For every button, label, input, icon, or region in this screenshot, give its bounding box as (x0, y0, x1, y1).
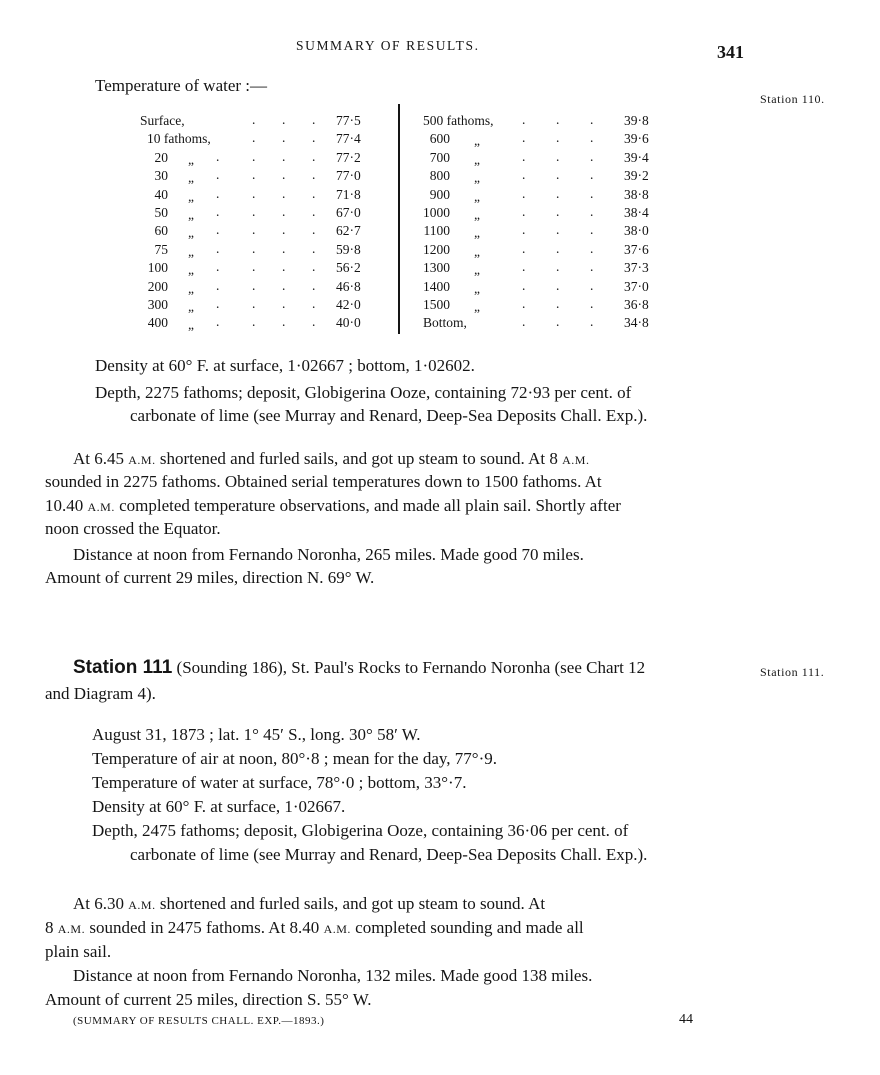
ditto-mark: „ (188, 262, 194, 278)
leader-dot: . (252, 314, 256, 330)
leader-dot: . (522, 204, 526, 219)
leader-dot: . (590, 148, 594, 164)
leader-dot: . (590, 314, 594, 330)
ditto-mark: „ (474, 170, 480, 186)
air-temperature-111: Temperature of air at noon, 80°·8 ; mean for the day, 77°·9. (92, 749, 497, 768)
leader-dot: . (590, 240, 594, 256)
leader-dot: . (522, 240, 526, 256)
leader-dot: . (522, 185, 526, 201)
ditto-mark: „ (188, 170, 194, 186)
temperature-value: 36·8 (624, 297, 649, 312)
temperature-value: 46·8 (336, 278, 361, 294)
depth-110-line1: Depth, 2275 fathoms; deposit, Globigerina Ooze, containing 72·93 per cent. of (95, 383, 632, 402)
leader-dot: . (282, 277, 286, 293)
temperature-row-depth: 600 (429, 131, 450, 147)
leader-dot: . (556, 204, 560, 219)
leader-dot: . (282, 240, 286, 256)
leader-dot: . (312, 222, 316, 238)
running-title: SUMMARY OF RESULTS. (296, 38, 480, 53)
temperature-value: 77·0 (336, 168, 361, 184)
leader-dot: . (216, 204, 220, 219)
page-number: 341 (717, 42, 744, 62)
temperature-row-depth: 1500 (423, 297, 450, 312)
temperature-row-depth: 500 fathoms, (423, 113, 494, 128)
temperature-row-depth: 100 (147, 260, 168, 276)
temperature-value: 38·4 (624, 205, 649, 220)
narrative-110-line1: At 6.45 A.M. shortened and furled sails, and got up steam to sound. At 8 A.M. (73, 449, 590, 468)
leader-dot: . (312, 112, 316, 127)
leader-dot: . (556, 130, 560, 146)
ditto-mark: „ (188, 188, 194, 204)
temperature-value: 77·2 (336, 149, 361, 165)
temperature-value: 38·0 (624, 223, 649, 239)
leader-dot: . (216, 167, 220, 183)
leader-dot: . (522, 130, 526, 146)
leader-dot: . (252, 222, 256, 238)
temperature-row-depth: 1300 (423, 260, 450, 276)
leader-dot: . (312, 204, 316, 219)
ditto-mark: „ (474, 225, 480, 241)
temperature-value: 77·4 (336, 131, 361, 147)
water-temperature-111: Temperature of water at surface, 78°·0 ; bottom, 33°·7. (92, 773, 467, 792)
ditto-mark: „ (188, 280, 194, 296)
temperature-row-depth: 1400 (423, 278, 450, 294)
leader-dot: . (556, 240, 560, 256)
temperature-row-depth: 40 (154, 186, 168, 202)
ditto-mark: „ (188, 225, 194, 241)
footer-note: (SUMMARY OF RESULTS CHALL. EXP.—1893.) (73, 1015, 325, 1027)
leader-dot: . (590, 185, 594, 201)
temperature-value: 37·6 (624, 241, 649, 257)
signature-mark: 44 (679, 1012, 693, 1027)
leader-dot: . (216, 314, 220, 330)
leader-dot: . (590, 204, 594, 219)
leader-dot: . (590, 296, 594, 311)
ditto-mark: „ (188, 243, 194, 259)
leader-dot: . (556, 112, 560, 127)
leader-dot: . (590, 130, 594, 146)
temperature-heading: Temperature of water :— (95, 76, 268, 95)
distance-110-line1: Distance at noon from Fernando Noronha, 265 miles. Made good 70 miles. (73, 545, 584, 564)
leader-dot: . (522, 222, 526, 238)
ditto-mark: „ (188, 207, 194, 222)
temperature-row-depth: 800 (429, 168, 450, 184)
temperature-value: 39·8 (624, 113, 649, 128)
ditto-mark: „ (474, 299, 480, 314)
depth-110-line2: carbonate of lime (see Murray and Renard, Deep-Sea Deposits Chall. Exp.). (130, 406, 648, 425)
leader-dot: . (556, 148, 560, 164)
ditto-mark: „ (188, 299, 194, 314)
leader-dot: . (522, 259, 526, 275)
ditto-mark: „ (474, 133, 480, 149)
leader-dot: . (282, 204, 286, 219)
leader-dot: . (216, 148, 220, 164)
leader-dot: . (590, 259, 594, 275)
leader-dot: . (282, 148, 286, 164)
ditto-mark: „ (474, 207, 480, 222)
temperature-value: 39·6 (624, 131, 649, 147)
station-111-heading: Station 111 (Sounding 186), St. Paul's Rocks to Fernando Noronha (see Chart 12 (73, 657, 646, 678)
temperature-value: 77·5 (336, 113, 361, 128)
leader-dot: . (522, 296, 526, 311)
leader-dot: . (216, 185, 220, 201)
leader-dot: . (312, 240, 316, 256)
temperature-value: 39·2 (624, 168, 649, 184)
leader-dot: . (282, 185, 286, 201)
temperature-row-depth: 1200 (423, 241, 450, 257)
temperature-value: 56·2 (336, 260, 361, 276)
leader-dot: . (590, 167, 594, 183)
leader-dot: . (312, 259, 316, 275)
leader-dot: . (282, 296, 286, 311)
table-divider (398, 104, 400, 334)
leader-dot: . (590, 222, 594, 238)
leader-dot: . (282, 314, 286, 330)
temperature-row-depth: 30 (154, 168, 168, 184)
narrative-110-line3: 10.40 A.M. completed temperature observations, and made all plain sail. Shortly after (45, 496, 621, 515)
leader-dot: . (216, 240, 220, 256)
leader-dot: . (556, 277, 560, 293)
leader-dot: . (312, 167, 316, 183)
leader-dot: . (312, 277, 316, 293)
leader-dot: . (252, 130, 256, 146)
narrative-111-line3: plain sail. (45, 942, 112, 961)
temperature-row-depth: 10 fathoms, (147, 131, 211, 147)
temperature-row-depth: Bottom, (423, 315, 467, 331)
ditto-mark: „ (188, 151, 194, 167)
leader-dot: . (556, 296, 560, 311)
leader-dot: . (282, 130, 286, 146)
temperature-value: 37·0 (624, 278, 649, 294)
density-111: Density at 60° F. at surface, 1·02667. (92, 797, 346, 816)
leader-dot: . (556, 167, 560, 183)
temperature-row-depth: 400 (147, 315, 168, 331)
leader-dot: . (216, 222, 220, 238)
narrative-111-line1: At 6.30 A.M. shortened and furled sails, and got up steam to sound. At (73, 894, 546, 913)
leader-dot: . (216, 296, 220, 311)
temperature-value: 62·7 (336, 223, 361, 239)
depth-111-line1: Depth, 2475 fathoms; deposit, Globigerina Ooze, containing 36·06 per cent. of (92, 821, 629, 840)
temperature-row-depth: 50 (154, 205, 168, 220)
temperature-row-depth: 60 (154, 223, 168, 239)
temperature-value: 37·3 (624, 260, 649, 276)
depth-111-line2: carbonate of lime (see Murray and Renard, Deep-Sea Deposits Chall. Exp.). (130, 845, 648, 864)
leader-dot: . (282, 167, 286, 183)
leader-dot: . (522, 167, 526, 183)
leader-dot: . (556, 222, 560, 238)
leader-dot: . (252, 148, 256, 164)
leader-dot: . (252, 112, 256, 127)
leader-dot: . (252, 185, 256, 201)
distance-110-line2: Amount of current 29 miles, direction N. 69° W. (45, 568, 375, 587)
distance-111-line1: Distance at noon from Fernando Noronha, 132 miles. Made good 138 miles. (73, 966, 593, 985)
temperature-row-depth: Surface, (140, 113, 185, 128)
temperature-row-depth: 700 (429, 149, 450, 165)
leader-dot: . (556, 185, 560, 201)
narrative-110-line2: sounded in 2275 fathoms. Obtained serial temperatures down to 1500 fathoms. At (45, 472, 602, 491)
leader-dot: . (252, 204, 256, 219)
ditto-mark: „ (474, 151, 480, 167)
leader-dot: . (590, 277, 594, 293)
leader-dot: . (252, 277, 256, 293)
density-110: Density at 60° F. at surface, 1·02667 ; bottom, 1·02602. (95, 356, 475, 375)
narrative-110-line4: noon crossed the Equator. (45, 519, 221, 538)
leader-dot: . (282, 259, 286, 275)
temperature-value: 59·8 (336, 241, 361, 257)
temperature-row-depth: 200 (147, 278, 168, 294)
leader-dot: . (216, 259, 220, 275)
temperature-value: 34·8 (624, 315, 649, 331)
leader-dot: . (556, 259, 560, 275)
temperature-value: 42·0 (336, 297, 361, 312)
temperature-row-depth: 75 (154, 241, 168, 257)
leader-dot: . (590, 112, 594, 127)
temperature-value: 71·8 (336, 186, 361, 202)
temperature-row-depth: 900 (429, 186, 450, 202)
date-position-111: August 31, 1873 ; lat. 1° 45′ S., long. 30° 58′ W. (92, 725, 421, 744)
temperature-row-depth: 1100 (423, 223, 450, 239)
leader-dot: . (312, 185, 316, 201)
temperature-value: 67·0 (336, 205, 361, 220)
ditto-mark: „ (474, 188, 480, 204)
ditto-mark: „ (474, 243, 480, 259)
temperature-value: 39·4 (624, 149, 649, 165)
leader-dot: . (522, 112, 526, 127)
leader-dot: . (282, 112, 286, 127)
leader-dot: . (522, 314, 526, 330)
temperature-row-depth: 20 (154, 149, 168, 165)
ditto-mark: „ (474, 262, 480, 278)
temperature-value: 40·0 (336, 315, 361, 331)
temperature-value: 38·8 (624, 186, 649, 202)
leader-dot: . (252, 259, 256, 275)
distance-111-line2: Amount of current 25 miles, direction S. 55° W. (45, 990, 372, 1009)
leader-dot: . (252, 296, 256, 311)
leader-dot: . (556, 314, 560, 330)
leader-dot: . (216, 277, 220, 293)
ditto-mark: „ (474, 280, 480, 296)
leader-dot: . (522, 148, 526, 164)
temperature-row-depth: 1000 (423, 205, 450, 220)
station-111-heading-line2: and Diagram 4). (45, 684, 156, 703)
narrative-111-line2: 8 A.M. sounded in 2475 fathoms. At 8.40 A.M. completed sounding and made all (45, 918, 584, 937)
leader-dot: . (312, 148, 316, 164)
leader-dot: . (252, 240, 256, 256)
ditto-mark: „ (188, 317, 194, 333)
leader-dot: . (312, 130, 316, 146)
leader-dot: . (252, 167, 256, 183)
leader-dot: . (282, 222, 286, 238)
margin-label-station-111: Station 111. (760, 665, 825, 679)
leader-dot: . (312, 296, 316, 311)
leader-dot: . (522, 277, 526, 293)
leader-dot: . (312, 314, 316, 330)
margin-label-station-110: Station 110. (760, 92, 825, 106)
temperature-row-depth: 300 (147, 297, 168, 312)
